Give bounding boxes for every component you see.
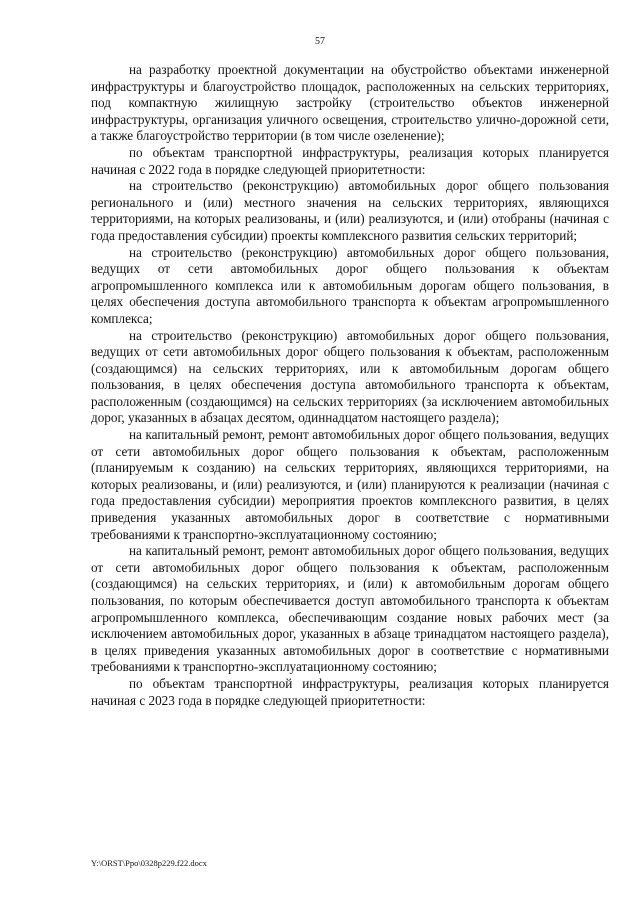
footer-file-path: Y:\ORST\Ppo\0328p229.f22.docx [91, 858, 207, 868]
paragraph-roads-regional-local: на строительство (реконструкцию) автомобильных дорог общего пользования регионального и (или) местного значения на сельских территориях, являющихся территориями, на которых реализованы, и (или) реализуются, и (или) отобраны (начиная с года предоставления субсидии) проекты комплексного развития сельских территорий; [91, 178, 609, 243]
paragraph-roads-rural-objects: на строительство (реконструкцию) автомобильных дорог общего пользования, ведущих от сети автомобильных дорог общего пользования к объектам, расположенным (создающимся) на сельских территориях, или к автомобильным дорогам общего пользования, в целях обеспечения доступа автомобильного транспорта к объектам, расположенным (создающимся) на сельских территориях (за исключением автомобильных дорог, указанных в абзацах десятом, одиннадцатом настоящего раздела); [91, 327, 609, 426]
document-body [91, 62, 609, 709]
paragraph-repair-roads-agro-jobs: на капитальный ремонт, ремонт автомобильных дорог общего пользования, ведущих от сети автомобильных дорог общего пользования к объектам, расположенным (создающимся) на сельских территориях, и (или) к автомобильным дорогам общего пользования, по которым обеспечивается доступ автомобильного транспорта к объектам агропромышленного комплекса, обеспечивающим создание новых рабочих мест (за исключением автомобильных дорог, указанных в абзаце тринадцатом настоящего раздела), в целях приведения указанных автомобильных дорог в соответствие с нормативными требованиями к транспортно-эксплуатационному состоянию; [91, 543, 609, 675]
page-number: 57 [315, 36, 325, 47]
paragraph-roads-agro-complex: на строительство (реконструкцию) автомобильных дорог общего пользования, ведущих от сети автомобильных дорог общего пользования к объектам агропромышленного комплекса или к автомобильным дорогам общего пользования, в целях обеспечения доступа автомобильного транспорта к объектам агропромышленного комплекса; [91, 244, 609, 326]
paragraph-repair-roads-projects: на капитальный ремонт, ремонт автомобильных дорог общего пользования, ведущих от сети автомобильных дорог общего пользования к объектам, расположенным (планируемым к созданию) на сельских территориях, являющихся территориями, на которых реализованы, и (или) реализуются, и (или) планируются к реализации (начиная с года предоставления субсидии) мероприятия проектов комплексного развития, в целях приведения указанных автомобильных дорог в соответствие с нормативными требованиями к транспортно-эксплуатационному состоянию; [91, 427, 609, 542]
paragraph-design-documentation: на разработку проектной документации на обустройство объектами инженерной инфраструктуры и благоустройство площадок, расположенных на сельских территориях, под компактную жилищную застройку (строительство объектов инженерной инфраструктуры, организация уличного освещения, строительство улично-дорожной сети, а также благоустройство территории (в том числе озеленение); [91, 62, 609, 144]
paragraph-transport-2022-heading: по объектам транспортной инфраструктуры, реализация которых планируется начиная с 2022 года в порядке следующей приоритетности: [91, 144, 609, 177]
paragraph-transport-2023-heading: по объектам транспортной инфраструктуры, реализация которых планируется начиная с 2023 года в порядке следующей приоритетности: [91, 675, 609, 708]
